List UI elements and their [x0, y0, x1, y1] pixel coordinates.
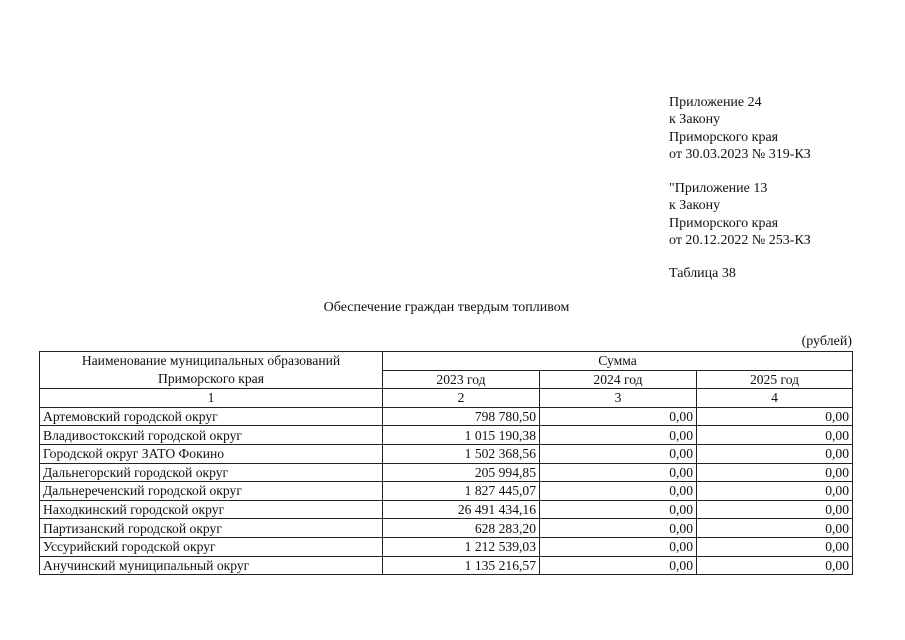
amount-2025: 0,00 [697, 426, 853, 445]
amount-2023: 205 994,85 [383, 463, 540, 482]
header-year-2024: 2024 год [540, 370, 697, 389]
table-row [40, 500, 853, 519]
amount-2024: 0,00 [540, 426, 697, 445]
table-number: Таблица 38 [669, 266, 736, 281]
table-row [40, 463, 853, 482]
funding-table [39, 351, 853, 575]
municipality-name: Дальнегорский городской округ [40, 463, 383, 482]
column-number-3: 3 [540, 389, 697, 408]
table-row [40, 426, 853, 445]
appendix-header [669, 94, 811, 163]
header-year-2023: 2023 год [383, 370, 540, 389]
amount-2024: 0,00 [540, 407, 697, 426]
column-number-2: 2 [383, 389, 540, 408]
table-row [40, 407, 853, 426]
amount-2024: 0,00 [540, 463, 697, 482]
amount-2025: 0,00 [697, 556, 853, 575]
municipality-name: Уссурийский городской округ [40, 537, 383, 556]
municipality-name: Владивостокский городской округ [40, 426, 383, 445]
amount-2023: 1 827 445,07 [383, 482, 540, 501]
amount-2023: 798 780,50 [383, 407, 540, 426]
column-number-1: 1 [40, 389, 383, 408]
amount-2024: 0,00 [540, 444, 697, 463]
document-title: Обеспечение граждан твердым топливом [323, 300, 570, 315]
amount-2023: 1 212 539,03 [383, 537, 540, 556]
appendix-line-3: Приморского края [669, 129, 779, 145]
header-sum: Сумма [383, 352, 853, 371]
municipality-name: Артемовский городской округ [40, 407, 383, 426]
amount-2024: 0,00 [540, 537, 697, 556]
municipality-name: Городской округ ЗАТО Фокино [40, 444, 383, 463]
amount-2023: 1 015 190,38 [383, 426, 540, 445]
appendix-line-1: Приложение 24 [669, 95, 762, 110]
table-header-row-1 [40, 352, 853, 371]
table-row [40, 556, 853, 575]
municipality-name: Дальнереченский городской округ [40, 482, 383, 501]
amount-2023: 1 502 368,56 [383, 444, 540, 463]
amount-2025: 0,00 [697, 482, 853, 501]
table-row [40, 444, 853, 463]
table-row [40, 519, 853, 538]
previous-appendix-line-1: "Приложение 13 [669, 181, 768, 196]
previous-appendix-line-3: Приморского края [669, 215, 779, 231]
amount-2024: 0,00 [540, 519, 697, 538]
column-number-row [40, 389, 853, 408]
amount-2023: 628 283,20 [383, 519, 540, 538]
municipality-name: Анучинский муниципальный округ [40, 556, 383, 575]
column-number-4: 4 [697, 389, 853, 408]
header-municipality-line-2: Приморского края [158, 371, 264, 387]
municipality-name: Партизанский городской округ [40, 519, 383, 538]
previous-appendix-header [669, 180, 811, 249]
header-municipality-line-1: Наименование муниципальных образований [81, 353, 341, 369]
amount-2025: 0,00 [697, 444, 853, 463]
header-municipality [40, 352, 383, 389]
amount-2025: 0,00 [697, 519, 853, 538]
amount-2023: 26 491 434,16 [383, 500, 540, 519]
amount-2025: 0,00 [697, 537, 853, 556]
amount-2024: 0,00 [540, 556, 697, 575]
previous-appendix-line-2: к Закону [669, 198, 721, 214]
units-label: (рублей) [801, 334, 852, 349]
amount-2024: 0,00 [540, 482, 697, 501]
table-row [40, 537, 853, 556]
appendix-line-2: к Закону [669, 112, 721, 128]
appendix-line-4: от 30.03.2023 № 319-КЗ [669, 146, 811, 162]
previous-appendix-line-4: от 20.12.2022 № 253-КЗ [669, 232, 811, 248]
amount-2023: 1 135 216,57 [383, 556, 540, 575]
header-year-2025: 2025 год [697, 370, 853, 389]
amount-2025: 0,00 [697, 407, 853, 426]
amount-2025: 0,00 [697, 500, 853, 519]
amount-2024: 0,00 [540, 500, 697, 519]
municipality-name: Находкинский городской округ [40, 500, 383, 519]
table-row [40, 482, 853, 501]
amount-2025: 0,00 [697, 463, 853, 482]
